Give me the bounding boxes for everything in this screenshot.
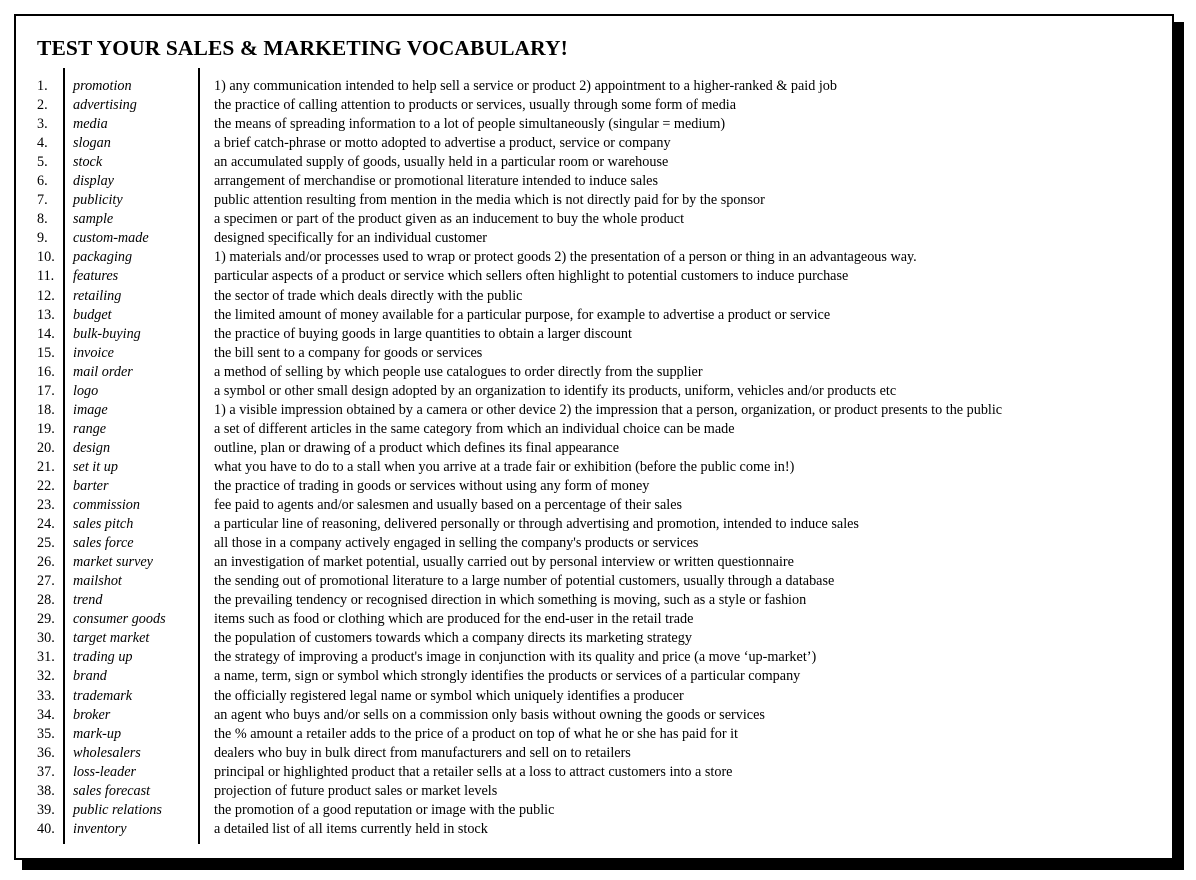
vocabulary-term: logo: [73, 382, 99, 399]
item-number: 16.: [37, 363, 55, 380]
vocabulary-row: [16, 210, 1172, 229]
term-definition: dealers who buy in bulk direct from manufacturers and sell on to retailers: [214, 744, 631, 761]
item-number: 7.: [37, 192, 48, 209]
vocabulary-row: [16, 572, 1172, 591]
vocabulary-row: [16, 534, 1172, 553]
vocabulary-term: bulk-buying: [73, 325, 141, 342]
term-definition: 1) materials and/or processes used to wrap or protect goods 2) the presentation of a person or thing in an advantageous way.: [214, 249, 917, 266]
term-definition: a set of different articles in the same category from which an individual choice can be made: [214, 420, 735, 437]
vocabulary-term: target market: [73, 630, 150, 647]
vocabulary-row: [16, 610, 1172, 629]
item-number: 1.: [37, 78, 48, 94]
item-number: 31.: [37, 649, 55, 666]
item-number: 36.: [37, 744, 55, 761]
vocabulary-term: publicity: [73, 192, 123, 209]
vocabulary-term: slogan: [73, 135, 111, 152]
item-number: 8.: [37, 211, 48, 228]
term-definition: the strategy of improving a product's image in conjunction with its quality and price (a move ‘up-market’): [214, 649, 817, 666]
term-definition: the practice of buying goods in large quantities to obtain a larger discount: [214, 325, 632, 342]
item-number: 17.: [37, 382, 55, 399]
item-number: 29.: [37, 611, 55, 628]
vocabulary-term: features: [73, 268, 119, 285]
item-number: 21.: [37, 458, 55, 475]
vocabulary-row: [16, 629, 1172, 648]
vocabulary-row: [16, 820, 1172, 839]
vocabulary-row: [16, 267, 1172, 286]
vocabulary-row: [16, 401, 1172, 420]
vocabulary-row: [16, 667, 1172, 686]
vocabulary-term: loss-leader: [73, 763, 137, 780]
vocabulary-term: commission: [73, 497, 140, 514]
item-number: 4.: [37, 135, 48, 152]
vocabulary-term: mark-up: [73, 725, 122, 742]
item-number: 27.: [37, 573, 55, 590]
vocabulary-row: [16, 477, 1172, 496]
item-number: 19.: [37, 420, 55, 437]
term-definition: a method of selling by which people use catalogues to order directly from the supplier: [214, 363, 703, 380]
vocabulary-term: retailing: [73, 287, 122, 304]
item-number: 3.: [37, 116, 48, 133]
term-definition: the population of customers towards which a company directs its marketing strategy: [214, 630, 692, 647]
vocabulary-term: display: [73, 173, 114, 190]
item-number: 22.: [37, 477, 55, 494]
vocabulary-row: [16, 248, 1172, 267]
vocabulary-row: [16, 687, 1172, 706]
vocabulary-row: [16, 420, 1172, 439]
term-definition: a symbol or other small design adopted by an organization to identify its products, uniform, vehicles and/or products etc: [214, 382, 897, 399]
vocabulary-term: design: [73, 439, 111, 456]
vocabulary-row: [16, 591, 1172, 610]
item-number: 9.: [37, 230, 48, 247]
vocabulary-term: packaging: [73, 249, 133, 266]
vocabulary-term: sales pitch: [73, 516, 134, 533]
term-definition: the promotion of a good reputation or image with the public: [214, 801, 555, 818]
vocabulary-row: [16, 553, 1172, 572]
vocabulary-row: [16, 287, 1172, 306]
term-definition: the practice of trading in goods or services without using any form of money: [214, 477, 650, 494]
item-number: 15.: [37, 344, 55, 361]
vocabulary-term: sales force: [73, 535, 134, 552]
vocabulary-row: [16, 344, 1172, 363]
term-definition: a detailed list of all items currently held in stock: [214, 820, 488, 837]
vocabulary-term: market survey: [73, 554, 153, 571]
item-number: 25.: [37, 535, 55, 552]
vocabulary-term: trademark: [73, 687, 133, 704]
vocabulary-term: stock: [73, 154, 103, 171]
vocabulary-row: [16, 648, 1172, 667]
item-number: 24.: [37, 516, 55, 533]
vocabulary-term: invoice: [73, 344, 114, 361]
item-number: 5.: [37, 154, 48, 171]
item-number: 11.: [37, 268, 55, 285]
vocabulary-row: [16, 229, 1172, 248]
vocabulary-row: [16, 77, 1172, 96]
vocabulary-row: [16, 134, 1172, 153]
vocabulary-row: [16, 458, 1172, 477]
term-definition: public attention resulting from mention in the media which is not directly paid for by the sponsor: [214, 192, 765, 209]
vocabulary-row: [16, 115, 1172, 134]
vocabulary-term: sales forecast: [73, 782, 151, 799]
term-definition: an accumulated supply of goods, usually held in a particular room or warehouse: [214, 154, 669, 171]
vocabulary-term: broker: [73, 706, 111, 723]
vocabulary-term: mail order: [73, 363, 133, 380]
vocabulary-list: [16, 77, 1172, 839]
item-number: 40.: [37, 820, 55, 837]
term-definition: the sending out of promotional literature to a large number of potential customers, usually through a database: [214, 573, 835, 590]
vocabulary-term: consumer goods: [73, 611, 166, 628]
term-definition: the officially registered legal name or symbol which uniquely identifies a producer: [214, 687, 684, 704]
item-number: 14.: [37, 325, 55, 342]
term-definition: all those in a company actively engaged in selling the company's products or services: [214, 535, 699, 552]
item-number: 39.: [37, 801, 55, 818]
item-number: 18.: [37, 401, 55, 418]
vocabulary-row: [16, 515, 1172, 534]
term-definition: principal or highlighted product that a retailer sells at a loss to attract customers into a store: [214, 763, 733, 780]
vocabulary-term: wholesalers: [73, 744, 141, 761]
vocabulary-row: [16, 191, 1172, 210]
vocabulary-term: advertising: [73, 97, 137, 114]
vocabulary-term: barter: [73, 477, 109, 494]
vocabulary-row: [16, 153, 1172, 172]
vocabulary-row: [16, 725, 1172, 744]
vocabulary-row: [16, 801, 1172, 820]
term-definition: fee paid to agents and/or salesmen and usually based on a percentage of their sales: [214, 497, 683, 514]
vocabulary-term: sample: [73, 211, 114, 228]
item-number: 34.: [37, 706, 55, 723]
page-title: TEST YOUR SALES & MARKETING VOCABULARY!: [37, 36, 568, 60]
vocabulary-row: [16, 172, 1172, 191]
term-definition: the % amount a retailer adds to the price of a product on top of what he or she has paid for it: [214, 725, 738, 742]
vocabulary-term: promotion: [73, 78, 132, 94]
term-definition: the prevailing tendency or recognised direction in which something is moving, such as a style or fashion: [214, 592, 807, 609]
item-number: 33.: [37, 687, 55, 704]
vocabulary-row: [16, 363, 1172, 382]
term-definition: an agent who buys and/or sells on a commission only basis without owning the goods or services: [214, 706, 765, 723]
item-number: 28.: [37, 592, 55, 609]
term-definition: projection of future product sales or market levels: [214, 782, 498, 799]
vocabulary-sheet: [14, 14, 1174, 860]
term-definition: 1) any communication intended to help sell a service or product 2) appointment to a higher-ranked & paid job: [214, 78, 837, 94]
item-number: 30.: [37, 630, 55, 647]
item-number: 2.: [37, 97, 48, 114]
term-definition: items such as food or clothing which are produced for the end-user in the retail trade: [214, 611, 694, 628]
item-number: 6.: [37, 173, 48, 190]
term-definition: the means of spreading information to a lot of people simultaneously (singular = medium): [214, 116, 726, 133]
vocabulary-row: [16, 325, 1172, 344]
item-number: 13.: [37, 306, 55, 323]
term-definition: what you have to do to a stall when you arrive at a trade fair or exhibition (before the public come in!): [214, 458, 795, 475]
vocabulary-term: public relations: [73, 801, 162, 818]
vocabulary-term: custom-made: [73, 230, 149, 247]
vocabulary-term: inventory: [73, 820, 127, 837]
term-definition: outline, plan or drawing of a product which defines its final appearance: [214, 439, 619, 456]
vocabulary-term: brand: [73, 668, 107, 685]
term-definition: an investigation of market potential, usually carried out by personal interview or written questionnaire: [214, 554, 794, 571]
vocabulary-row: [16, 763, 1172, 782]
term-definition: the sector of trade which deals directly with the public: [214, 287, 523, 304]
vocabulary-term: budget: [73, 306, 112, 323]
term-definition: a specimen or part of the product given as an inducement to buy the whole product: [214, 211, 685, 228]
term-definition: arrangement of merchandise or promotional literature intended to induce sales: [214, 173, 658, 190]
vocabulary-row: [16, 744, 1172, 763]
item-number: 35.: [37, 725, 55, 742]
item-number: 10.: [37, 249, 55, 266]
term-definition: a particular line of reasoning, delivered personally or through advertising and promotion, intended to induce sales: [214, 516, 859, 533]
item-number: 32.: [37, 668, 55, 685]
vocabulary-row: [16, 306, 1172, 325]
vocabulary-term: trend: [73, 592, 103, 609]
vocabulary-row: [16, 382, 1172, 401]
term-definition: the limited amount of money available for a particular purpose, for example to advertise a product or service: [214, 306, 831, 323]
term-definition: the practice of calling attention to products or services, usually through some form of media: [214, 97, 737, 114]
term-definition: 1) a visible impression obtained by a camera or other device 2) the impression that a person, organization, or product presents to the public: [214, 401, 1003, 418]
vocabulary-row: [16, 496, 1172, 515]
vocabulary-row: [16, 96, 1172, 115]
vocabulary-term: set it up: [73, 458, 118, 475]
item-number: 23.: [37, 497, 55, 514]
item-number: 26.: [37, 554, 55, 571]
vocabulary-term: range: [73, 420, 107, 437]
item-number: 37.: [37, 763, 55, 780]
item-number: 12.: [37, 287, 55, 304]
vocabulary-term: media: [73, 116, 108, 133]
item-number: 38.: [37, 782, 55, 799]
vocabulary-row: [16, 706, 1172, 725]
vocabulary-term: trading up: [73, 649, 133, 666]
vocabulary-term: image: [73, 401, 108, 418]
term-definition: a name, term, sign or symbol which strongly identifies the products or services of a particular company: [214, 668, 801, 685]
term-definition: particular aspects of a product or service which sellers often highlight to potential customers to induce purchase: [214, 268, 849, 285]
term-definition: the bill sent to a company for goods or services: [214, 344, 483, 361]
item-number: 20.: [37, 439, 55, 456]
term-definition: designed specifically for an individual customer: [214, 230, 488, 247]
vocabulary-term: mailshot: [73, 573, 122, 590]
vocabulary-row: [16, 782, 1172, 801]
term-definition: a brief catch-phrase or motto adopted to advertise a product, service or company: [214, 135, 671, 152]
vocabulary-row: [16, 439, 1172, 458]
